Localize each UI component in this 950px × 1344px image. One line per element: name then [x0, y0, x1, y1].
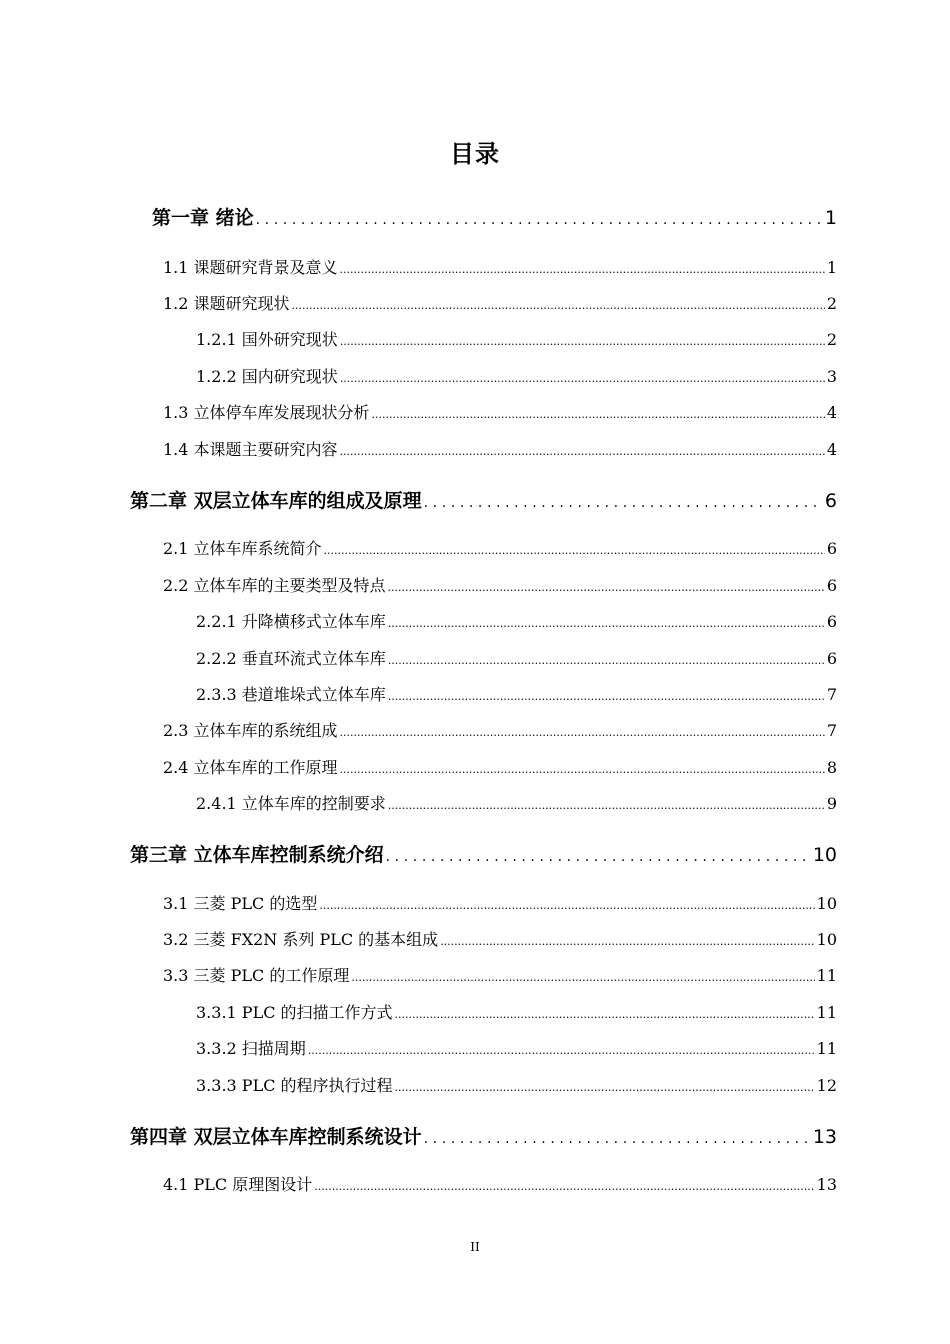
toc-label: 3.2 三菱 FX2N 系列 PLC 的基本组成 — [163, 930, 439, 949]
dot-leader — [424, 495, 821, 511]
toc-page-number: 13 — [812, 1126, 837, 1148]
toc-page-number: 6 — [826, 539, 837, 558]
toc-label: 2.4 立体车库的工作原理 — [163, 758, 338, 777]
toc-entry-3-3-2[interactable] — [196, 1036, 837, 1059]
toc-entry-2-2-2[interactable] — [196, 646, 837, 669]
toc-entry-2-3[interactable] — [163, 718, 837, 741]
toc-page-number: 10 — [816, 930, 837, 949]
toc-page-number: 4 — [826, 440, 837, 459]
toc-page-number: 7 — [826, 721, 837, 740]
toc-page-number: 6 — [826, 576, 837, 595]
toc-label: 1.2 课题研究现状 — [163, 294, 290, 313]
toc-entry-2-1[interactable] — [163, 536, 837, 559]
toc-label: 2.1 立体车库系统简介 — [163, 539, 322, 558]
toc-page-number: 2 — [826, 294, 837, 313]
toc-entry-2-4-1[interactable] — [196, 791, 837, 814]
toc-page-number: 6 — [826, 612, 837, 631]
toc-label: 3.3.2 扫描周期 — [196, 1039, 306, 1058]
toc-page-number: 7 — [826, 685, 837, 704]
toc-entry-1-3[interactable] — [163, 400, 837, 423]
toc-entry-3-1[interactable] — [163, 891, 837, 914]
dot-leader — [340, 263, 825, 276]
dot-leader — [388, 617, 825, 630]
toc-page-number: 6 — [826, 649, 837, 668]
dot-leader — [440, 935, 814, 948]
dot-leader — [388, 581, 825, 594]
dot-leader — [308, 1044, 815, 1057]
toc-entry-1-2-1[interactable] — [196, 327, 837, 350]
toc-page-number: 11 — [816, 966, 837, 985]
toc-entry-1-1[interactable] — [163, 255, 837, 278]
page-footer-number: II — [470, 1240, 480, 1254]
dot-leader — [386, 849, 809, 865]
toc-entry-3-2[interactable] — [163, 927, 837, 950]
dot-leader — [372, 408, 825, 421]
toc-label: 第二章 双层立体车库的组成及原理 — [130, 490, 422, 512]
toc-page-number: 4 — [826, 403, 837, 422]
dot-leader — [388, 654, 825, 667]
toc-label: 3.1 三菱 PLC 的选型 — [163, 894, 318, 913]
toc-entry-3-3-3[interactable] — [196, 1073, 837, 1096]
toc-page-number: 1 — [824, 207, 837, 229]
toc-page-number: 6 — [824, 490, 837, 512]
toc-label: 2.3.3 巷道堆垛式立体车库 — [196, 685, 386, 704]
toc-chapter-1[interactable] — [152, 203, 837, 230]
toc-entry-1-2-2[interactable] — [196, 364, 837, 387]
dot-leader — [340, 372, 825, 385]
toc-label: 1.2.2 国内研究现状 — [196, 367, 338, 386]
toc-page-number: 3 — [826, 367, 837, 386]
toc-chapter-3[interactable] — [130, 840, 837, 867]
toc-page-number: 10 — [812, 844, 837, 866]
dot-leader — [292, 299, 825, 312]
toc-entry-3-3[interactable] — [163, 963, 837, 986]
toc-label: 1.3 立体停车库发展现状分析 — [163, 403, 370, 422]
dot-leader — [388, 690, 825, 703]
toc-chapter-4[interactable] — [130, 1122, 837, 1149]
toc-label: 3.3.3 PLC 的程序执行过程 — [196, 1076, 393, 1095]
toc-page-number: 12 — [816, 1076, 837, 1095]
toc-label: 3.3 三菱 PLC 的工作原理 — [163, 966, 350, 985]
toc-label: 4.1 PLC 原理图设计 — [163, 1175, 313, 1194]
toc-chapter-2[interactable] — [130, 486, 837, 513]
dot-leader — [340, 763, 825, 776]
toc-page-number: 8 — [826, 758, 837, 777]
toc-label: 2.2 立体车库的主要类型及特点 — [163, 576, 386, 595]
toc-page-number: 13 — [816, 1175, 837, 1194]
toc-label: 2.4.1 立体车库的控制要求 — [196, 794, 386, 813]
toc-entry-1-4[interactable] — [163, 437, 837, 460]
toc-label: 2.2.2 垂直环流式立体车库 — [196, 649, 386, 668]
dot-leader — [324, 544, 825, 557]
dot-leader — [351, 971, 814, 984]
toc-page-number: 2 — [826, 330, 837, 349]
dot-leader — [424, 1131, 809, 1147]
toc-entry-2-2[interactable] — [163, 573, 837, 596]
toc-label: 1.1 课题研究背景及意义 — [163, 258, 338, 277]
dot-leader — [340, 726, 825, 739]
toc-label: 第四章 双层立体车库控制系统设计 — [130, 1126, 422, 1148]
dot-leader — [395, 1008, 815, 1021]
dot-leader — [340, 335, 825, 348]
dot-leader — [256, 212, 821, 228]
dot-leader — [314, 1180, 814, 1193]
toc-label: 第一章 绪论 — [152, 207, 254, 229]
dot-leader — [319, 899, 814, 912]
toc-page-number: 11 — [816, 1039, 837, 1058]
toc-entry-3-3-1[interactable] — [196, 1000, 837, 1023]
toc-entry-2-4[interactable] — [163, 755, 837, 778]
toc-page-number: 9 — [826, 794, 837, 813]
toc-label: 1.4 本课题主要研究内容 — [163, 440, 338, 459]
toc-label: 3.3.1 PLC 的扫描工作方式 — [196, 1003, 393, 1022]
toc-entry-1-2[interactable] — [163, 291, 837, 314]
toc-page-number: 1 — [826, 258, 837, 277]
dot-leader — [388, 799, 825, 812]
toc-page-number: 11 — [816, 1003, 837, 1022]
toc-label: 第三章 立体车库控制系统介绍 — [130, 844, 384, 866]
dot-leader — [395, 1081, 815, 1094]
toc-label: 2.3 立体车库的系统组成 — [163, 721, 338, 740]
toc-entry-2-3-3[interactable] — [196, 682, 837, 705]
dot-leader — [340, 445, 825, 458]
toc-page-number: 10 — [816, 894, 837, 913]
toc-entry-4-1[interactable] — [163, 1172, 837, 1195]
toc-label: 1.2.1 国外研究现状 — [196, 330, 338, 349]
toc-label: 2.2.1 升降横移式立体车库 — [196, 612, 386, 631]
toc-entry-2-2-1[interactable] — [196, 609, 837, 632]
page-title: 目录 — [450, 140, 500, 168]
